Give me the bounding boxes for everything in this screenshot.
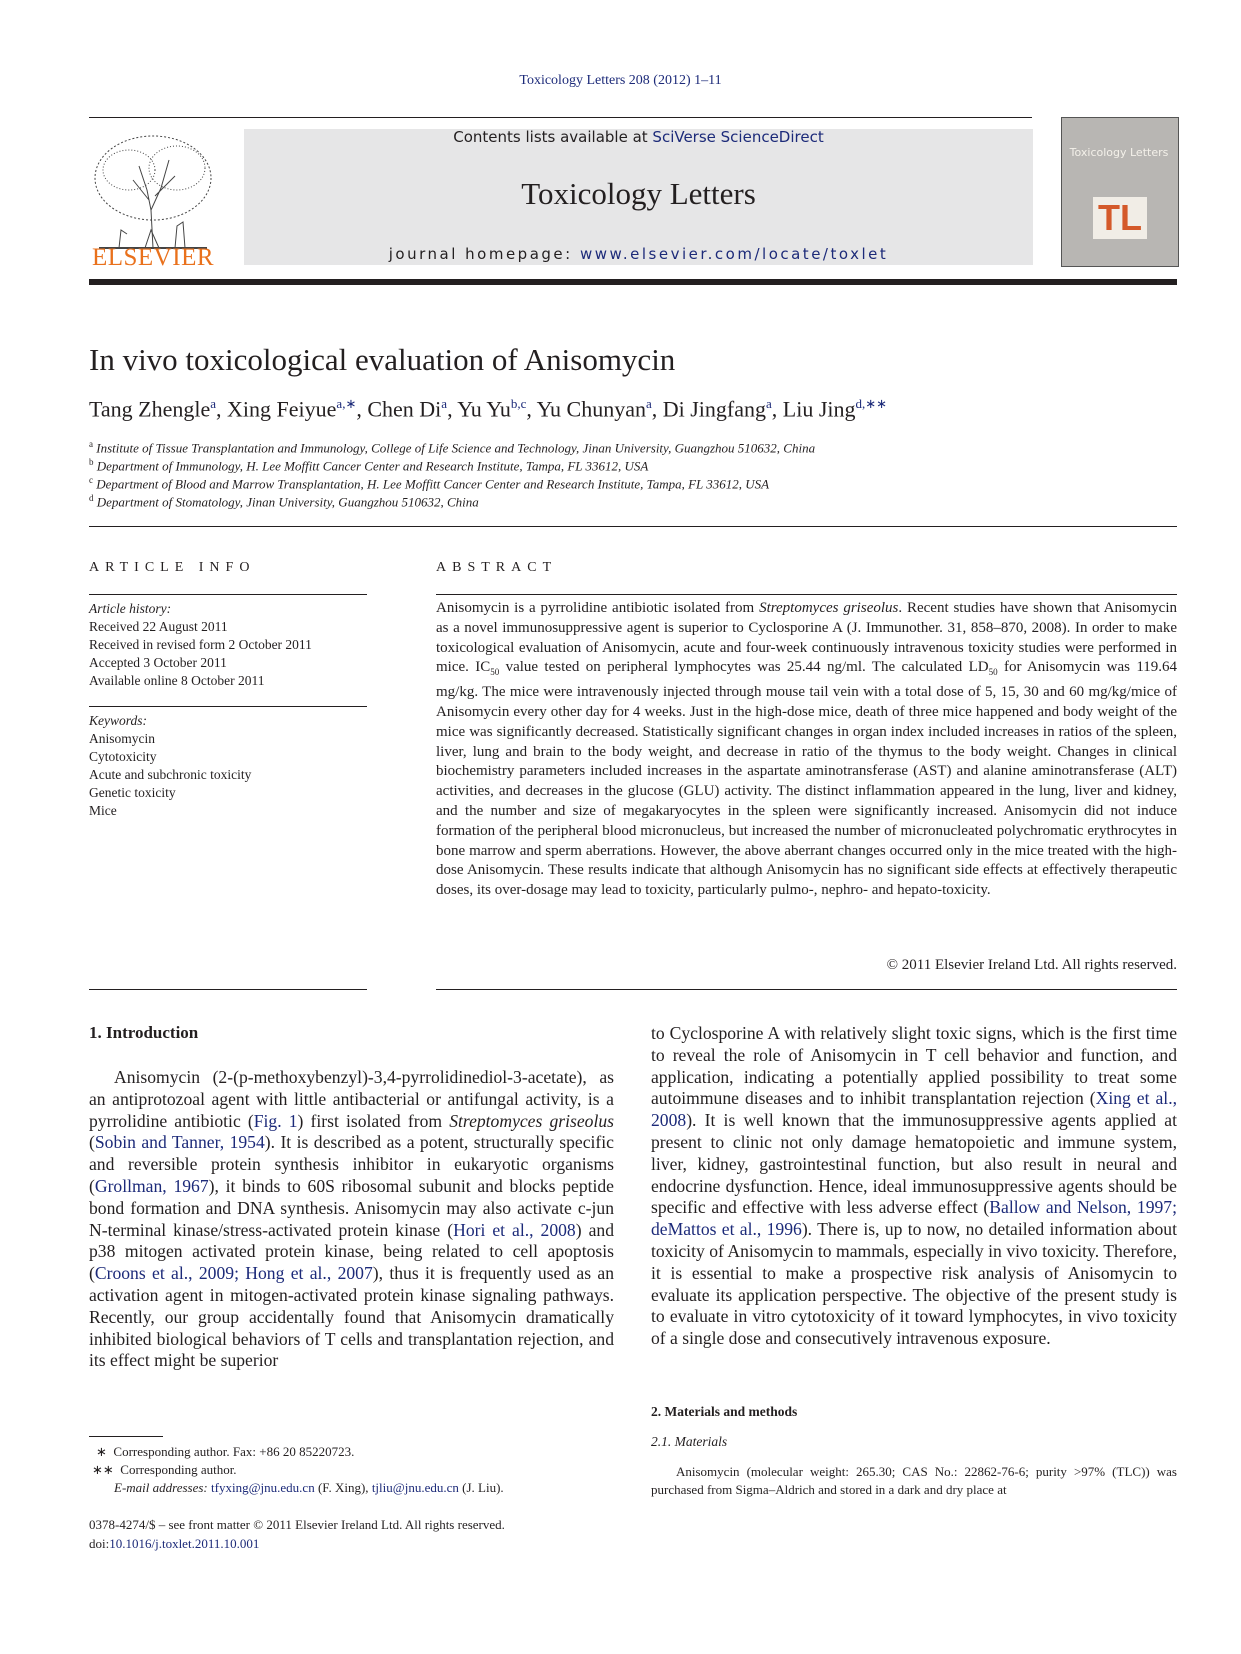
author-affiliation-mark[interactable]: a — [645, 396, 652, 411]
abstract-heading: ABSTRACT — [436, 560, 558, 575]
doi-link[interactable]: 10.1016/j.toxlet.2011.10.001 — [109, 1536, 260, 1551]
affiliation — [89, 439, 815, 456]
figure-reference-link[interactable]: Fig. 1 — [253, 1110, 298, 1131]
history-item: Accepted 3 October 2011 — [89, 655, 227, 670]
keywords-rule — [89, 706, 367, 707]
issn-line: 0378-4274/$ – see front matter © 2011 Elsevier Ireland Ltd. All rights reserved. — [89, 1517, 505, 1532]
contents-prefix: Contents lists available at — [453, 128, 653, 146]
citation-link[interactable]: Hori et al., 2008 — [453, 1219, 576, 1240]
keyword: Mice — [89, 803, 117, 818]
journal-citation-link[interactable]: Toxicology Letters 208 (2012) 1–11 — [519, 73, 722, 88]
elsevier-wordmark: ELSEVIER — [91, 244, 215, 271]
author-name: Liu Jing — [782, 396, 856, 422]
author-affiliation-mark[interactable]: a — [210, 396, 217, 411]
affiliation-text: Department of Stomatology, Jinan University, Guangzhou 510632, China — [96, 494, 479, 510]
history-item: Received 22 August 2011 — [89, 619, 228, 634]
doi-line: doi:10.1016/j.toxlet.2011.10.001 — [89, 1536, 260, 1551]
top-divider — [89, 117, 1032, 118]
author-name: Di Jingfang — [662, 396, 767, 422]
abstract-text: Anisomycin is a pyrrolidine antibiotic isolated from Streptomyces griseolus. Recent studies have shown that Anisomycin as a novel immunosuppressive agent is superior to Cyclosporine A (J. Immunother. 31, 858–870, 2008). In order to make toxicological evaluation of Anisomycin, acute and four-week continuously intravenous toxicity studies were performed in mice. $IC_{50}$ value tested on peripheral lymphocytes was 25.44 ng/ml. The calculated $LD_{50}$ for Anisomycin was 119.64 mg/kg. The mice were intravenously injected through mouse tail vein with a total dose of 5, 15, 30 and 60 mg/kg/mice of Anisomycin every other day for 4 weeks. Just in the high-dose mice, death of three mice happened and body weight of the mice was significantly decreased. Statistically significant changes in organ index included increases in ratios of the spleen, liver, lung and brain to the body weight, and decrease in ratio of the thymus to the body weight. Changes in clinical biochemistry parameters included increases in the aspartate aminotransferase (AST) and alanine aminotransferase (ALT) activities, and decreases in the glucose (GLU) activity. The distinct inflammation appeared in the lung, liver and kidney, and the number and size of megakaryocytes in the spleen were significantly increased. Anisomycin did not induce formation of the peripheral blood micronucleus, but increased the number of micronucleated polychromatic erythrocytes in bone marrow and sperm aberrations. However, the above aberrant changes occurred only in the mice treated with the high-dose Anisomycin. These results indicate that although Anisomycin has no significant side effects at effectively therapeutic doses, its over-dosage may lead to toxicity, particularly pulmo-, nephro- and hepato-toxicity. — [436, 600, 1178, 899]
affiliation-mark: a — [89, 439, 93, 449]
journal-cover-thumbnail — [1061, 117, 1179, 267]
affiliation-mark: b — [89, 457, 94, 467]
introduction-left-column — [89, 1067, 614, 1372]
author-name: Yu Chunyan — [536, 396, 646, 422]
header-thick-rule — [89, 279, 1177, 285]
section-heading-methods: 2. Materials and methods — [651, 1404, 798, 1419]
footnote-emails: E-mail addresses: tfyxing@jnu.edu.cn (F. Xing), tjliu@jnu.edu.cn (J. Liu). — [114, 1480, 504, 1495]
affiliation — [89, 475, 769, 492]
article-info-bottom-rule — [89, 989, 367, 990]
abstract-bottom-rule — [436, 989, 1177, 990]
affiliation — [89, 493, 479, 510]
homepage-line — [244, 245, 1033, 263]
citation-link[interactable]: Xing et al., 2008 — [651, 1088, 1177, 1131]
materials-paragraph: Anisomycin (molecular weight: 265.30; CAS No.: 22862-76-6; purity >97% (TLC)) was purchased from Sigma–Aldrich and stored in a dark and dry place at — [651, 1464, 1177, 1497]
keyword: Acute and subchronic toxicity — [89, 767, 252, 782]
introduction-right-column — [651, 1023, 1177, 1350]
introduction-paragraph-continued: to Cyclosporine A with relatively slight toxic signs, which is the first time to reveal the role of Anisomycin in T cell behavior and function, and application, indicating a potentially applied possibility to treat some autoimmune diseases and to inhibit transplantation rejection (Xing et al., 2008). It is well known that the immunosuppressive agents applied at present to clinic not only damage hematopoietic and immune system, liver, kidney, gastrointestinal function, but also result in neural and endocrine dysfunction. Hence, ideal immunosuppressive agents should be specific and effective with less adverse effect (Ballow and Nelson, 1997; deMattos et al., 1996). There is, up to now, no detailed information about toxicity of Anisomycin to mammals, especially in vivo toxicity. Therefore, it is essential to make a prospective risk analysis of Anisomycin to evaluate its application perspective. The objective of the present study is to evaluate in vitro cytotoxicity of it toward lymphocytes, in vivo toxicity of a single dose and consecutively intravenous exposure. — [651, 1023, 1177, 1349]
affiliation-mark: d — [89, 493, 94, 503]
affiliation-text: Institute of Tissue Transplantation and Immunology, College of Life Science and Technology, Jinan University, Guangzhou 510632, China — [96, 440, 816, 456]
contents-line — [244, 128, 1033, 146]
affiliation — [89, 457, 648, 474]
abstract-copyright: © 2011 Elsevier Ireland Ltd. All rights reserved. — [886, 957, 1177, 973]
keyword: Anisomycin — [89, 731, 155, 746]
author-name: Tang Zhengle — [89, 396, 211, 422]
abstract-rule — [436, 594, 1177, 595]
introduction-paragraph: Anisomycin (2-(p-methoxybenzyl)-3,4-pyrrolidinediol-3-acetate), as an antiprotozoal agent with little antibacterial or antifungal activity, is a pyrrolidine antibiotic (Fig. 1) first isolated from Streptomyces griseolus (Sobin and Tanner, 1954). It is described as a potent, structurally specific and reversible protein synthesis inhibitor in eukaryotic organisms (Grollman, 1967), it binds to 60S ribosomal subunit and blocks peptide bond formation and DNA synthesis. Anisomycin may also activate c-jun N-terminal kinase/stress-activated protein kinase (Hori et al., 2008) and p38 mitogen activated protein kinase, being related to cell apoptosis (Croons et al., 2009; Hong et al., 2007), thus it is frequently used as an activation agent in mitogen-activated protein kinase signaling pathways. Recently, our group accidentally found that Anisomycin dramatically inhibited biological behaviors of T cells and transplantation rejection, and its effect might be superior — [89, 1067, 614, 1371]
author-affiliation-mark[interactable]: b,c — [510, 396, 527, 411]
author-affiliation-mark[interactable]: a — [441, 396, 448, 411]
sciencedirect-link[interactable]: SciVerse ScienceDirect — [652, 128, 824, 146]
author-name: Xing Feiyue — [227, 396, 337, 422]
article-title: In vivo toxicological evaluation of Anisomycin — [89, 342, 676, 377]
cover-mark: TL — [1098, 197, 1142, 238]
affiliation-text: Department of Blood and Marrow Transplantation, H. Lee Moffitt Cancer Center and Research Institute, Tampa, FL 33612, USA — [96, 476, 770, 492]
homepage-prefix: journal homepage: — [388, 245, 580, 263]
history-item: Received in revised form 2 October 2011 — [89, 637, 312, 652]
cover-title: Toxicology Letters — [1069, 146, 1169, 159]
subsection-heading-materials: 2.1. Materials — [651, 1434, 728, 1449]
affiliation-text: Department of Immunology, H. Lee Moffitt Cancer Center and Research Institute, Tampa, FL 33612, USA — [96, 458, 649, 474]
footnote-corresponding-2: ∗∗ Corresponding author. — [92, 1462, 237, 1477]
citation-link[interactable]: Grollman, 1967 — [94, 1175, 209, 1196]
affiliation-mark: c — [89, 475, 93, 485]
history-item: Available online 8 October 2011 — [89, 673, 265, 688]
journal-homepage-link[interactable]: www.elsevier.com/locate/toxlet — [579, 245, 889, 263]
keyword: Genetic toxicity — [89, 785, 176, 800]
author-list: Tang Zhengle$^a$, Xing Feiyue$^{a,∗}$, Chen Di$^a$, Yu Yu$^{b,c}$, Yu Chunyan$^a$, Di Jingfang$^a$, Liu Jing$^{d,∗∗}$ — [89, 396, 888, 422]
article-info-heading: ARTICLE INFO — [89, 560, 256, 575]
author-affiliation-mark[interactable]: a,∗ — [336, 396, 357, 411]
history-label: Article history: — [89, 601, 172, 616]
email-link[interactable]: tfyxing@jnu.edu.cn — [211, 1480, 315, 1495]
citation-link[interactable]: Sobin and Tanner, 1954 — [94, 1132, 265, 1153]
author-affiliation-mark[interactable]: a — [766, 396, 772, 411]
footnote-corresponding-1: ∗ Corresponding author. Fax: +86 20 85220723. — [96, 1444, 355, 1459]
citation-link[interactable]: Croons et al., 2009; Hong et al., 2007 — [94, 1263, 373, 1284]
author-affiliation-mark[interactable]: d,∗∗ — [855, 396, 888, 411]
section-heading-introduction: 1. Introduction — [89, 1023, 199, 1042]
footnote-rule — [89, 1436, 163, 1437]
article-info-rule — [89, 594, 367, 595]
keywords-label: Keywords: — [89, 713, 147, 728]
journal-title: Toxicology Letters — [521, 176, 756, 211]
author-name: Yu Yu — [457, 396, 511, 422]
author-name: Chen Di — [367, 396, 442, 422]
keyword: Cytotoxicity — [89, 749, 157, 764]
affiliation-divider — [89, 526, 1177, 527]
email-link[interactable]: tjliu@jnu.edu.cn — [371, 1480, 459, 1495]
citation-link[interactable]: Ballow and Nelson, 1997; deMattos et al., 1996 — [651, 1197, 1177, 1240]
